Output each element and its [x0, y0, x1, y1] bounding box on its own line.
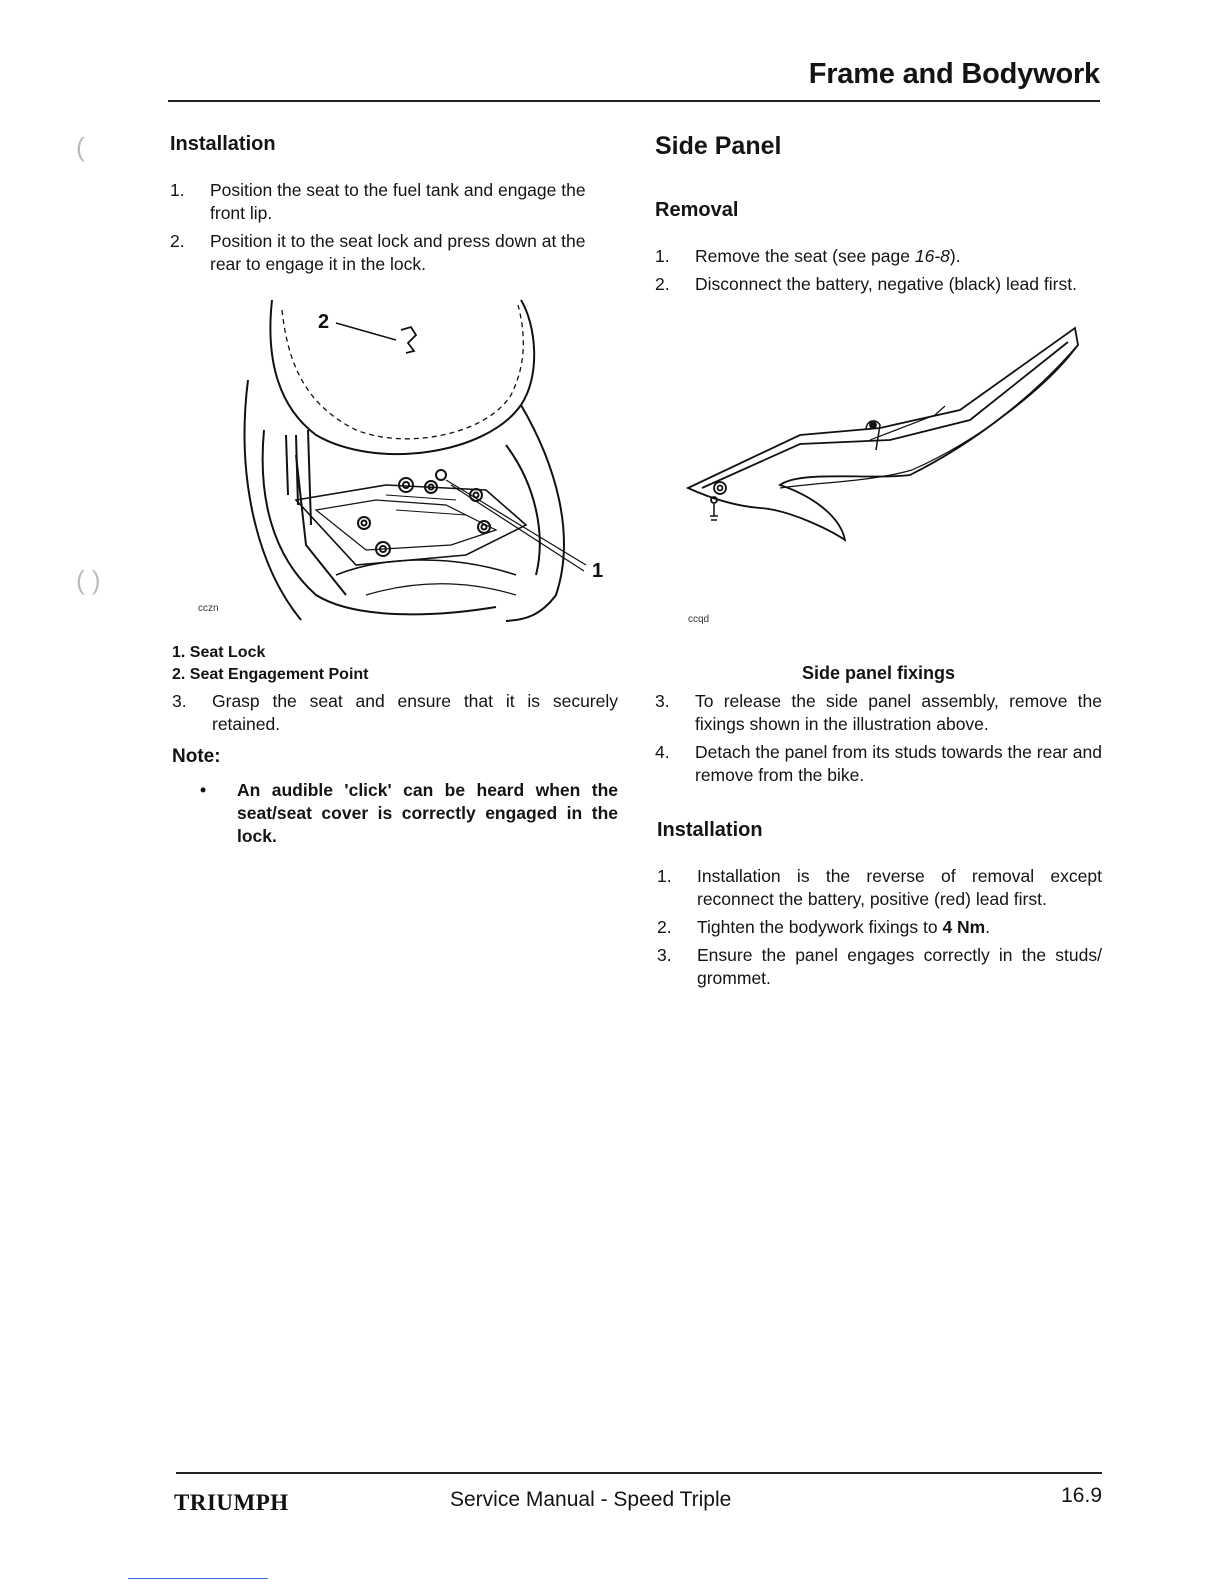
left-installation-heading: Installation	[170, 133, 276, 155]
header-rule	[168, 100, 1100, 102]
removal-heading: Removal	[655, 199, 739, 221]
removal-steps-continued	[655, 690, 1102, 792]
list-item: 3. Ensure the panel engages correctly in the studs/ grommet.	[657, 945, 1102, 988]
list-item: 1. Remove the seat (see page 16-8).	[655, 246, 961, 266]
removal-steps	[655, 245, 1102, 301]
note-label: Note:	[172, 746, 221, 767]
footer-link-line	[128, 1578, 268, 1579]
list-item: 2. Position it to the seat lock and press down at the rear to engage it in the lock.	[170, 231, 586, 274]
list-item: 4. Detach the panel from its studs towards the rear and remove from the bike.	[655, 742, 1102, 785]
list-item: 1. Position the seat to the fuel tank and engage the front lip.	[170, 180, 586, 223]
figure-legend	[172, 642, 368, 686]
right-installation-steps	[657, 865, 1102, 995]
figure-caption: Side panel fixings	[801, 663, 956, 683]
note-bullet	[200, 779, 618, 848]
left-installation-steps	[170, 179, 618, 281]
list-item: 3. Grasp the seat and ensure that it is securely retained.	[172, 691, 618, 734]
footer-manual-title: Service Manual - Speed Triple	[450, 1488, 732, 1511]
legend-item: 1. Seat Lock	[172, 644, 266, 661]
legend-item: 2. Seat Engagement Point	[172, 666, 369, 683]
list-item: 1. Installation is the reverse of removal except reconnect the battery, positive (red) lead first.	[657, 866, 1102, 909]
bullet-icon: •	[200, 780, 207, 800]
page-number: 16.9	[1061, 1484, 1102, 1507]
list-item: 2. Disconnect the battery, negative (black) lead first.	[655, 274, 1077, 294]
figure-code: ccqd	[688, 614, 710, 625]
callout-1: 1	[592, 560, 604, 582]
left-step-3	[172, 690, 618, 741]
figure-code: cczn	[198, 603, 219, 614]
note-text: An audible 'click' can be heard when the seat/seat cover is correctly engaged in the lock.	[237, 780, 618, 846]
section-title: Side Panel	[655, 132, 782, 160]
footer-rule	[176, 1472, 1102, 1474]
list-item: 3. To release the side panel assembly, remove the fixings shown in the illustration above.	[655, 691, 1102, 734]
right-installation-heading: Installation	[657, 819, 763, 841]
page-header-title: Frame and Bodywork	[808, 58, 1100, 90]
callout-2: 2	[318, 311, 330, 333]
seat-lock-illustration	[236, 295, 616, 625]
margin-hole-mark: ( )	[76, 565, 101, 595]
side-panel-illustration	[680, 320, 1090, 550]
triumph-logo: TRIUMPH	[174, 1490, 289, 1515]
list-item: 2. Tighten the bodywork fixings to 4 Nm.	[657, 917, 991, 937]
margin-hole-mark: (	[76, 132, 85, 162]
